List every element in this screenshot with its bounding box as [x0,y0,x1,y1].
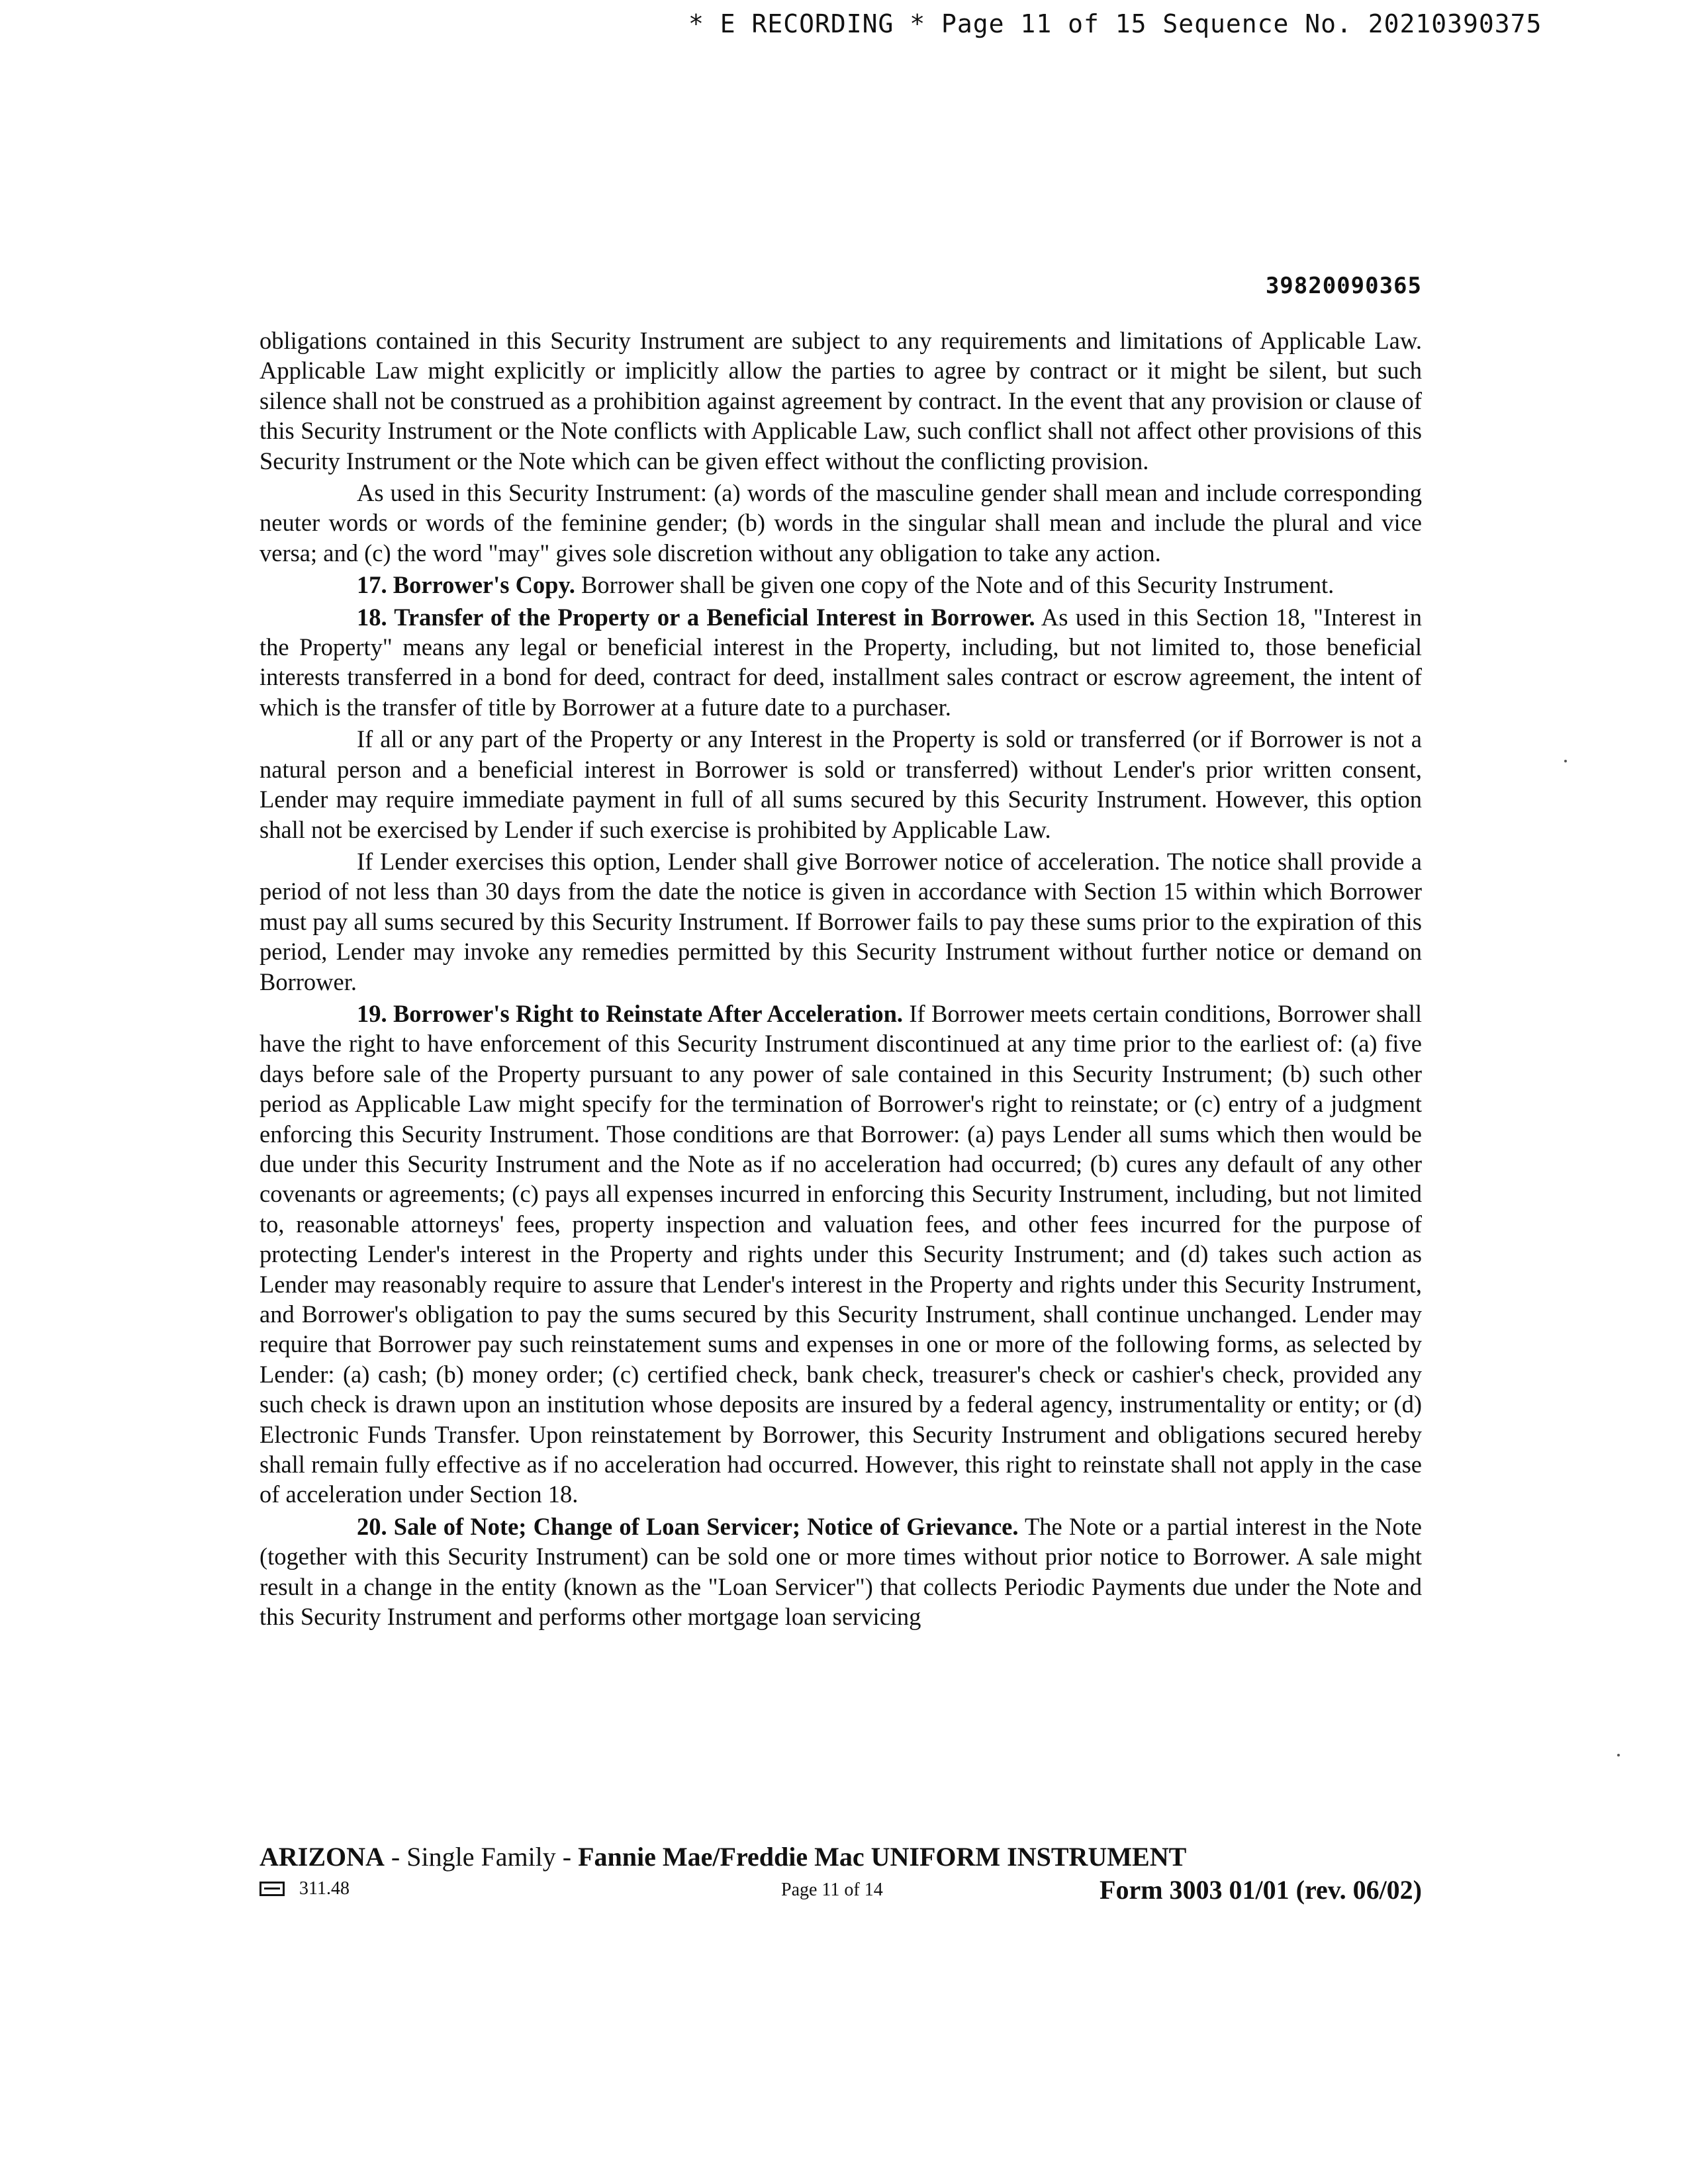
section-20 [259,1512,1422,1632]
scan-speck [1617,1754,1620,1756]
section-18-text: As used in this Section 18, "Interest in the Property" means any legal or beneficial interest in the Property, including, but not limited to, those beneficial interests transferred in a bond for deed, contract for deed, installment sales contract or escrow agreement, the intent of which is the transfer of title by Borrower at a future date to a purchaser. [259,603,1422,721]
recording-header: * E RECORDING * Page 11 of 15 Sequence No. 20210390375 [688,9,1542,38]
section-18-heading: 18. Transfer of the Property or a Beneficial Interest in Borrower. [357,603,1035,631]
footer-state: ARIZONA [259,1842,385,1872]
paragraph-gender-usage: As used in this Security Instrument: (a) words of the masculine gender shall mean and include corresponding neuter words or words of the feminine gender; (b) words in the singular shall mean and include the plural and vice versa; and (c) the word "may" gives sole discretion without any obligation to take any action. [259,479,1422,567]
loan-number: 39820090365 [1265,273,1422,299]
paragraph-acceleration-notice: If Lender exercises this option, Lender shall give Borrower notice of acceleration. The notice shall provide a period of not less than 30 days from the date the notice is given in accordance with Section 15 within which Borrower must pay all sums secured by this Security Instrument. If Borrower fails to pay these sums prior to the expiration of this period, Lender may invoke any remedies permitted by this Security Instrument without further notice or demand on Borrower. [259,847,1422,995]
paragraph-transfer-consent: If all or any part of the Property or any Interest in the Property is sold or transferred (or if Borrower is not a natural person and a beneficial interest in Borrower is sold or transferred) without Lender's prior written consent, Lender may require immediate payment in full of all sums secured by this Security Instrument. However, this option shall not be exercised by Lender if such exercise is prohibited by Applicable Law. [259,725,1422,843]
paragraph-continued: obligations contained in this Security Instrument are subject to any requirements and limitations of Applicable Law. Applicable Law might explicitly or implicitly allow the parties to agree by contract or it might be silent, but such silence shall not be construed as a prohibition against agreement by contract. In the event that any provision or clause of this Security Instrument or the Note conflicts with Applicable Law, such conflict shall not affect other provisions of this Security Instrument or the Note which can be given effect without the conflicting provision. [259,327,1422,475]
section-17 [259,570,1422,600]
section-17-heading: 17. Borrower's Copy. [357,571,575,599]
document-body [259,326,1422,1633]
section-19 [259,999,1422,1510]
form-code-text: 311.48 [299,1878,350,1899]
footer-form-code [259,1878,350,1899]
footer-form-line [259,1874,1422,1907]
section-18 [259,602,1422,723]
scan-speck [1564,760,1567,762]
section-19-heading: 19. Borrower's Right to Reinstate After Acceleration. [357,999,904,1027]
footer-instrument: Fannie Mae/Freddie Mac UNIFORM INSTRUMENT [578,1842,1187,1872]
page-footer [259,1841,1422,1907]
footer-form-id: Form 3003 01/01 (rev. 06/02) [1100,1875,1422,1905]
section-20-text: The Note or a partial interest in the Note (together with this Security Instrument) can be sold one or more times without prior notice to Borrower. A sale might result in a change in the entity (known as the "Loan Servicer") that collects Periodic Payments due under the Note and this Security Instrument and performs other mortgage loan servicing [259,1512,1422,1631]
footer-separator: - Single Family - [384,1842,579,1872]
section-20-heading: 20. Sale of Note; Change of Loan Servicer; Notice of Grievance. [357,1512,1019,1540]
footer-page-number: Page 11 of 14 [781,1880,883,1900]
ellie-mae-logo-icon [259,1882,285,1896]
footer-instrument-line [259,1841,1422,1873]
section-19-text: If Borrower meets certain conditions, Borrower shall have the right to have enforcement of this Security Instrument discontinued at any time prior to the earliest of: (a) five days before sale of the Property pursuant to any power of sale contained in this Security Instrument; (b) such other period as Applicable Law might specify for the termination of Borrower's right to reinstate; or (c) entry of a judgment enforcing this Security Instrument. Those conditions are that Borrower: (a) pays Lender all sums which then would be due under this Security Instrument and the Note as if no acceleration had occurred; (b) cures any default of any other covenants or agreements; (c) pays all expenses incurred in enforcing this Security Instrument, including, but not limited to, reasonable attorneys' fees, property inspection and valuation fees, and other fees incurred for the purpose of protecting Lender's interest in the Property and rights under this Security Instrument; and (d) takes such action as Lender may reasonably require to assure that Lender's interest in the Property and rights under this Security Instrument, and Borrower's obligation to pay the sums secured by this Security Instrument, shall continue unchanged. Lender may require that Borrower pay such reinstatement sums and expenses in one or more of the following forms, as selected by Lender: (a) cash; (b) money order; (c) certified check, bank check, treasurer's check or cashier's check, provided any such check is drawn upon an institution whose deposits are insured by a federal agency, instrumentality or entity; or (d) Electronic Funds Transfer. Upon reinstatement by Borrower, this Security Instrument and obligations secured hereby shall remain fully effective as if no acceleration had occurred. However, this right to reinstate shall not apply in the case of acceleration under Section 18. [259,999,1422,1508]
section-17-text: Borrower shall be given one copy of the Note and of this Security Instrument. [575,571,1335,599]
